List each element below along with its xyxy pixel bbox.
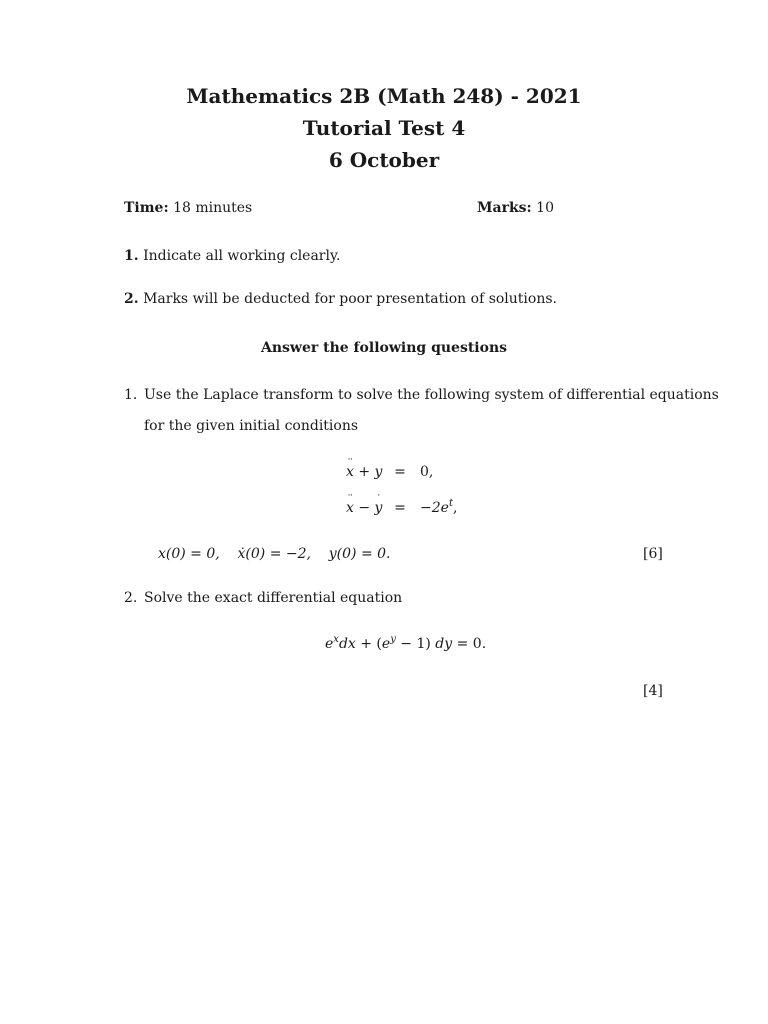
question-1-text-line2: for the given initial conditions xyxy=(144,418,359,434)
marks-value: 10 xyxy=(536,200,554,216)
equation-2-rhs: $-2e^t$, xyxy=(420,498,458,516)
initial-conditions: x(0) = 0, ẋ(0) = −2, y(0) = 0. xyxy=(158,546,391,562)
time-label: Time: xyxy=(124,200,169,216)
equation-1-lhs: x ·· + y xyxy=(346,455,383,480)
equation-2-equals: = xyxy=(394,500,406,516)
question-2-text: Solve the exact differential equation xyxy=(144,590,403,606)
question-2-number: 2. xyxy=(124,590,138,606)
equation-2-lhs: x ·· − y · xyxy=(346,491,383,516)
time-info xyxy=(124,200,252,216)
marks-label: Marks: xyxy=(477,200,532,216)
marks-info xyxy=(477,200,554,216)
question-1-number: 1. xyxy=(124,387,138,403)
question-2-marks: [4] xyxy=(643,683,663,699)
equation-2-rhs-exponent: t xyxy=(448,498,453,509)
exact-equation: $e^xdx + (e^y - 1)$ dy = 0. xyxy=(325,634,487,652)
instruction-text: Marks will be deducted for poor presentation of solutions. xyxy=(143,291,557,307)
instruction-number: 1. xyxy=(124,248,139,264)
question-1-marks: [6] xyxy=(643,546,663,562)
question-1-text-line1: Use the Laplace transform to solve the following system of differential equations xyxy=(144,387,719,403)
course-title: Mathematics 2B (Math 248) - 2021 xyxy=(186,84,582,108)
section-heading: Answer the following questions xyxy=(260,340,508,356)
equation-2-rhs-base: −2e xyxy=(420,500,449,516)
test-title: Tutorial Test 4 xyxy=(302,116,466,140)
instruction-2 xyxy=(124,291,557,307)
equation-1-rhs: 0, xyxy=(420,464,434,480)
test-date: 6 October xyxy=(328,148,440,172)
time-value: 18 minutes xyxy=(173,200,253,216)
instruction-1 xyxy=(124,248,340,264)
equation-1-equals: = xyxy=(394,464,406,480)
instruction-number: 2. xyxy=(124,291,139,307)
instruction-text: Indicate all working clearly. xyxy=(143,248,341,264)
